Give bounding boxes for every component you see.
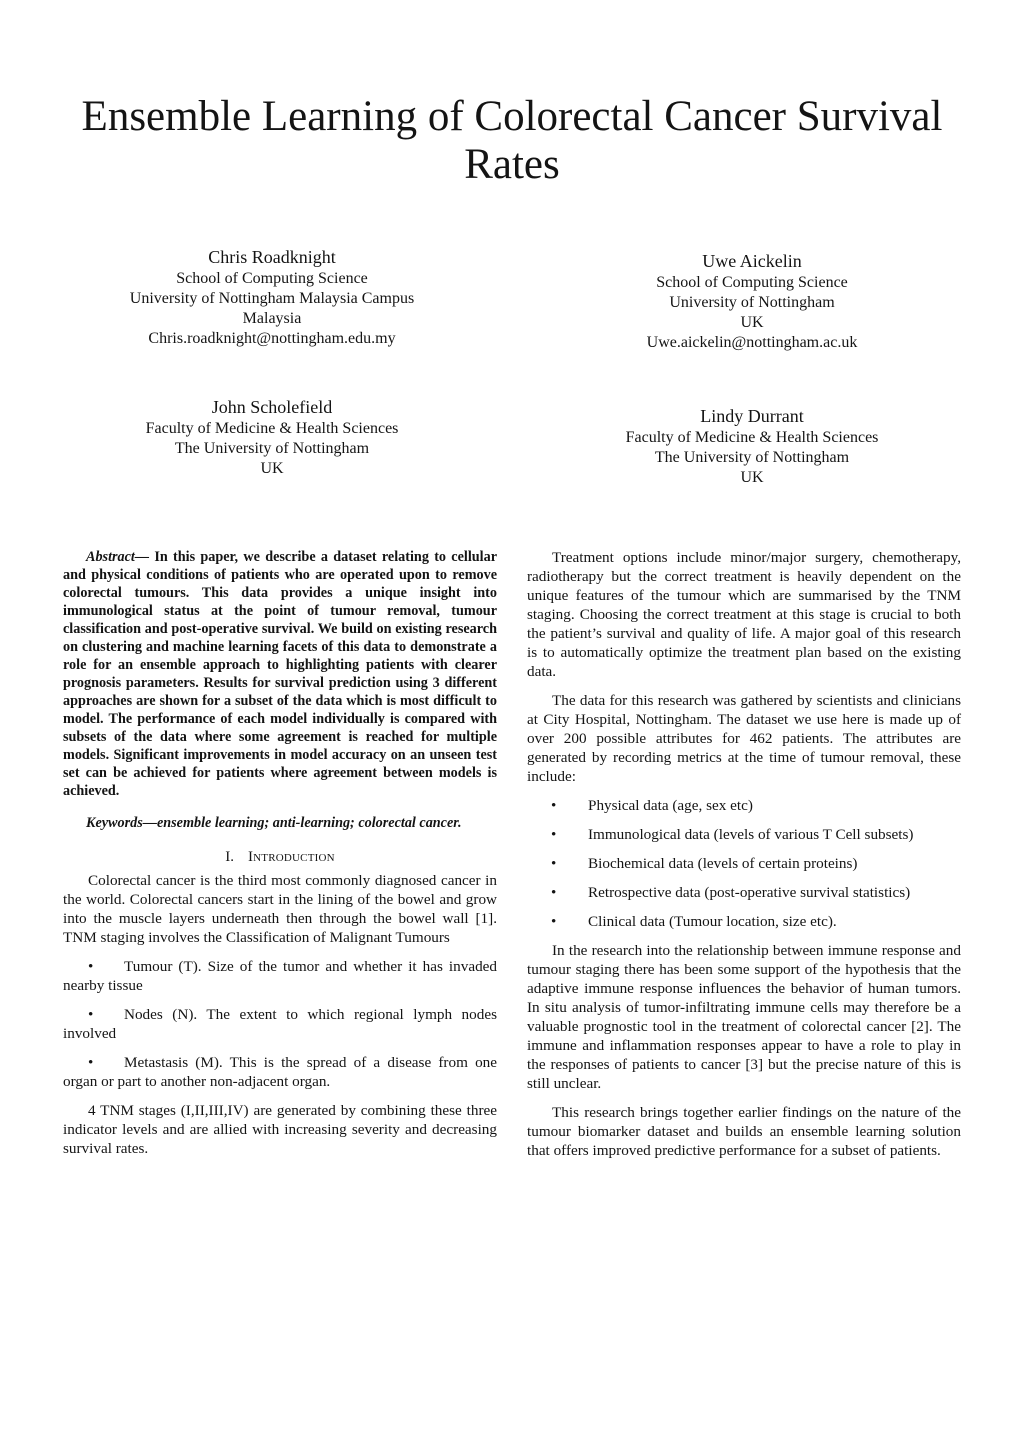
bullet-text: Metastasis (M). This is the spread of a disease from one organ or part to another non-adjacent organ. xyxy=(63,1054,497,1090)
author-name: Uwe Aickelin xyxy=(702,251,802,271)
abstract xyxy=(63,548,497,800)
abstract-text: In this paper, we describe a dataset relating to cellular and physical conditions of patients who are operated upon to remove colorectal tumours. This data provides a unique insight into immunological status at the point of tumour removal, tumour classification and post-operative survival. We build on existing research on clustering and machine learning facets of this data to demonstrate a role for an ensemble approach to highlighting patients with clearer prognosis parameters. Results for survival prediction using 3 different approaches are shown for a subset of the data which is most difficult to model. The performance of each model individually is compared with subsets of the data where some agreement is reached for multiple models. Significant improvements in model accuracy on an unseen test set can be achieved for patients where agreement between models is achieved. xyxy=(63,549,497,799)
left-column xyxy=(63,548,497,1158)
author-email: Uwe.aickelin@nottingham.ac.uk xyxy=(646,334,858,351)
author-affiliation: University of Nottingham xyxy=(669,294,835,311)
tnm-stages-paragraph: 4 TNM stages (I,II,III,IV) are generated by combining these three indicator levels and are allied with increasing severity and decreasing survival rates. xyxy=(63,1102,497,1157)
research-summary-paragraph: This research brings together earlier findings on the nature of the tumour biomarker dataset and builds an ensemble learning solution that offers improved predictive performance for a subset of patients. xyxy=(527,1104,961,1159)
bullet-glyph: • xyxy=(88,1054,94,1071)
author-block-scholefield xyxy=(62,395,482,479)
list-item-text: Immunological data (levels of various T Cell subsets) xyxy=(588,826,914,843)
list-item xyxy=(527,854,961,873)
right-column xyxy=(527,548,961,1160)
list-item xyxy=(527,796,961,815)
dataset-paragraph: The data for this research was gathered by scientists and clinicians at City Hospital, Nottingham. The dataset we use here is made up of over 200 possible attributes for 462 patients. The attributes are generated by recording metrics at the time of tumour removal, these include: xyxy=(527,692,961,785)
author-affiliation: The University of Nottingham xyxy=(654,449,850,466)
tnm-bullet-metastasis xyxy=(63,1053,497,1091)
author-block-aickelin xyxy=(542,249,962,353)
bullet-text: Tumour (T). Size of the tumor and whether it has invaded nearby tissue xyxy=(63,958,497,994)
author-email: Chris.roadknight@nottingham.edu.my xyxy=(148,330,396,347)
keywords: Keywords—ensemble learning; anti-learning; colorectal cancer. xyxy=(86,815,462,831)
section-number: I. xyxy=(225,849,234,865)
bullet-text: Nodes (N). The extent to which regional lymph nodes involved xyxy=(63,1006,497,1042)
author-affiliation: UK xyxy=(740,314,764,331)
author-affiliation: Malaysia xyxy=(242,310,302,327)
list-item xyxy=(527,825,961,844)
author-name: Chris Roadknight xyxy=(208,247,336,267)
author-name: John Scholefield xyxy=(211,397,333,417)
tnm-bullet-nodes xyxy=(63,1005,497,1043)
list-item-text: Retrospective data (post-operative survival statistics) xyxy=(588,884,911,901)
bullet-glyph: • xyxy=(551,797,557,814)
bullet-glyph: • xyxy=(88,1006,94,1023)
section-heading xyxy=(63,848,497,867)
author-affiliation: UK xyxy=(740,469,764,486)
treatment-paragraph: Treatment options include minor/major surgery, chemotherapy, radiotherapy but the correct treatment is heavily dependent on the unique features of the tumour which are summarised by the TNM staging. Choosing the correct treatment at this stage is crucial to both the patient’s survival and quality of life. A major goal of this research is to automatically optimize the treatment plan based on the existing data. xyxy=(527,549,961,680)
list-item-text: Physical data (age, sex etc) xyxy=(588,797,753,814)
list-item-text: Biochemical data (levels of certain proteins) xyxy=(588,855,858,872)
tnm-bullet-tumour xyxy=(63,957,497,995)
bullet-glyph: • xyxy=(551,855,557,872)
author-block-durrant xyxy=(542,404,962,488)
author-affiliation: Faculty of Medicine & Health Sciences xyxy=(145,420,399,437)
author-affiliation: Faculty of Medicine & Health Sciences xyxy=(625,429,879,446)
bullet-glyph: • xyxy=(551,826,557,843)
intro-paragraph: Colorectal cancer is the third most commonly diagnosed cancer in the world. Colorectal cancers start in the lining of the bowel and grow into the muscle layers underneath then through the bowel wall [1]. TNM staging involves the Classification of Malignant Tumours xyxy=(63,872,497,946)
section-title: Introduction xyxy=(247,849,335,865)
author-affiliation: University of Nottingham Malaysia Campus xyxy=(129,290,415,307)
list-item xyxy=(527,883,961,902)
bullet-glyph: • xyxy=(551,913,557,930)
author-name: Lindy Durrant xyxy=(700,406,804,426)
author-affiliation: UK xyxy=(260,460,284,477)
author-affiliation: School of Computing Science xyxy=(176,270,368,287)
bullet-glyph: • xyxy=(551,884,557,901)
list-item xyxy=(527,912,961,931)
bullet-glyph: • xyxy=(88,958,94,975)
author-affiliation: School of Computing Science xyxy=(656,274,848,291)
list-item-text: Clinical data (Tumour location, size etc). xyxy=(588,913,837,930)
author-affiliation: The University of Nottingham xyxy=(174,440,370,457)
immune-response-paragraph: In the research into the relationship between immune response and tumour staging there has been some support of the hypothesis that the adaptive immune response influences the behavior of human tumors. In situ analysis of tumor-infiltrating immune cells may therefore be a valuable prognostic tool in the treatment of colorectal cancer [2]. The immune and inflammation responses appear to have a role to play in the responses of patients to cancer [3] but the precise nature of this is still unclear. xyxy=(527,942,961,1092)
author-block-roadknight xyxy=(62,245,482,349)
attribute-list xyxy=(527,796,961,931)
abstract-label: Abstract— xyxy=(86,549,150,565)
paper-title: Ensemble Learning of Colorectal Cancer Survival Rates xyxy=(81,93,943,188)
